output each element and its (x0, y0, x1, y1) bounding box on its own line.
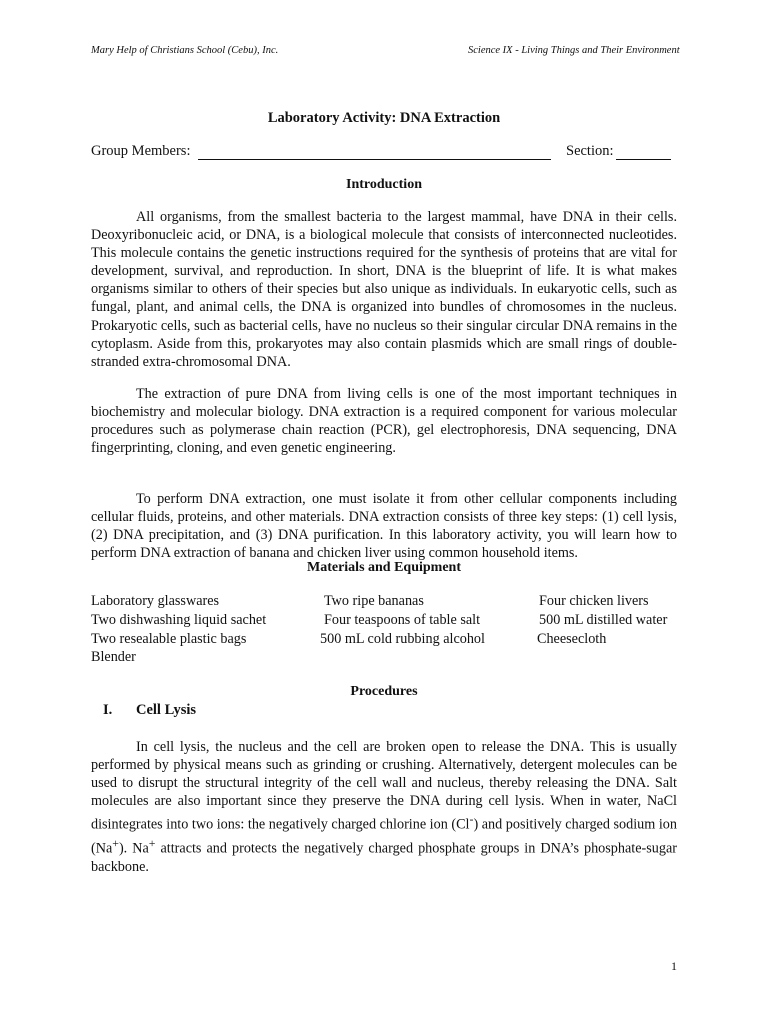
material-item: 500 mL cold rubbing alcohol (320, 631, 485, 647)
materials-heading: Materials and Equipment (306, 560, 461, 575)
header-course-title: Science IX - Living Things and Their Environment (468, 45, 680, 56)
intro-paragraph-1: All organisms, from the smallest bacteria to the largest mammal, have DNA in their cells. Deoxyribonucleic acid, or DNA, is a biological molecule that consists of interconnected nucleotides. This molecule contains the genetic instructions required for the synthesis of proteins that are vital for development, survival, and reproduction. In short, DNA is the blueprint of life. It is what makes organisms similar to others of their species but also unique as individuals. In eukaryotic cells, such as fungal, plant, and animal cells, the DNA is organized into bundles of chromosomes in the nucleus. Prokaryotic cells, such as bacterial cells, have no nucleus so their singular circular DNA remains in the cytoplasm. Aside from this, prokaryotes may also contain plasmids which are small rings of double-stranded extra-chromosomal DNA. (91, 209, 677, 370)
cell-lysis-paragraph: In cell lysis, the nucleus and the cell are broken open to release the DNA. This is usually performed by physical means such as grinding or crushing. Alternatively, detergent molecules can be used to disrupt the structural integrity of the cell wall and nucleus, thereby releasing the DNA. Salt molecules are also important since they preserve the DNA during cell lysis. When in water, NaCl disintegrates into two ions: the negatively charged chlorine ion (Cl-) and positively charged sodium ion (Na+). Na+ attracts and protects the negatively charged phosphate groups in DNA’s phosphate-sugar backbone. (91, 739, 677, 876)
document-title: Laboratory Activity: DNA Extraction (267, 110, 501, 126)
intro-paragraph-3: To perform DNA extraction, one must isolate it from other cellular components including cellular fluids, proteins, and other materials. DNA extraction consists of three key steps: (1) cell lysis, (2) DNA precipitation, and (3) DNA purification. In this laboratory activity, you will learn how to perform DNA extraction of banana and chicken liver using common household items. (91, 491, 677, 562)
group-members-blank (198, 159, 551, 160)
material-item: Two ripe bananas (324, 593, 424, 609)
material-item: Cheesecloth (537, 631, 607, 647)
section-label: Section: (566, 143, 614, 159)
group-members-label: Group Members: (91, 143, 191, 159)
material-item: Blender (91, 649, 136, 665)
procedures-heading: Procedures (350, 684, 418, 699)
material-item: Four teaspoons of table salt (324, 612, 481, 628)
intro-paragraph-2: The extraction of pure DNA from living cells is one of the most important techniques in biochemistry and molecular biology. DNA extraction is a required component for various molecular procedures such as polymerase chain reaction (PCR), gel electrophoresis, DNA sequencing, DNA fingerprinting, cloning, and even genetic engineering. (91, 386, 677, 457)
section-title: Cell Lysis (136, 702, 197, 718)
page-number: 1 (671, 959, 677, 973)
material-item: 500 mL distilled water (539, 612, 668, 628)
material-item: Four chicken livers (539, 593, 649, 609)
material-item: Two dishwashing liquid sachet (91, 612, 267, 628)
header-school-name: Mary Help of Christians School (Cebu), Inc. (91, 45, 279, 56)
section-number: I. (103, 702, 113, 718)
material-item: Laboratory glasswares (91, 593, 220, 609)
material-item: Two resealable plastic bags (91, 631, 247, 647)
section-blank (616, 159, 671, 160)
introduction-heading: Introduction (346, 177, 422, 192)
